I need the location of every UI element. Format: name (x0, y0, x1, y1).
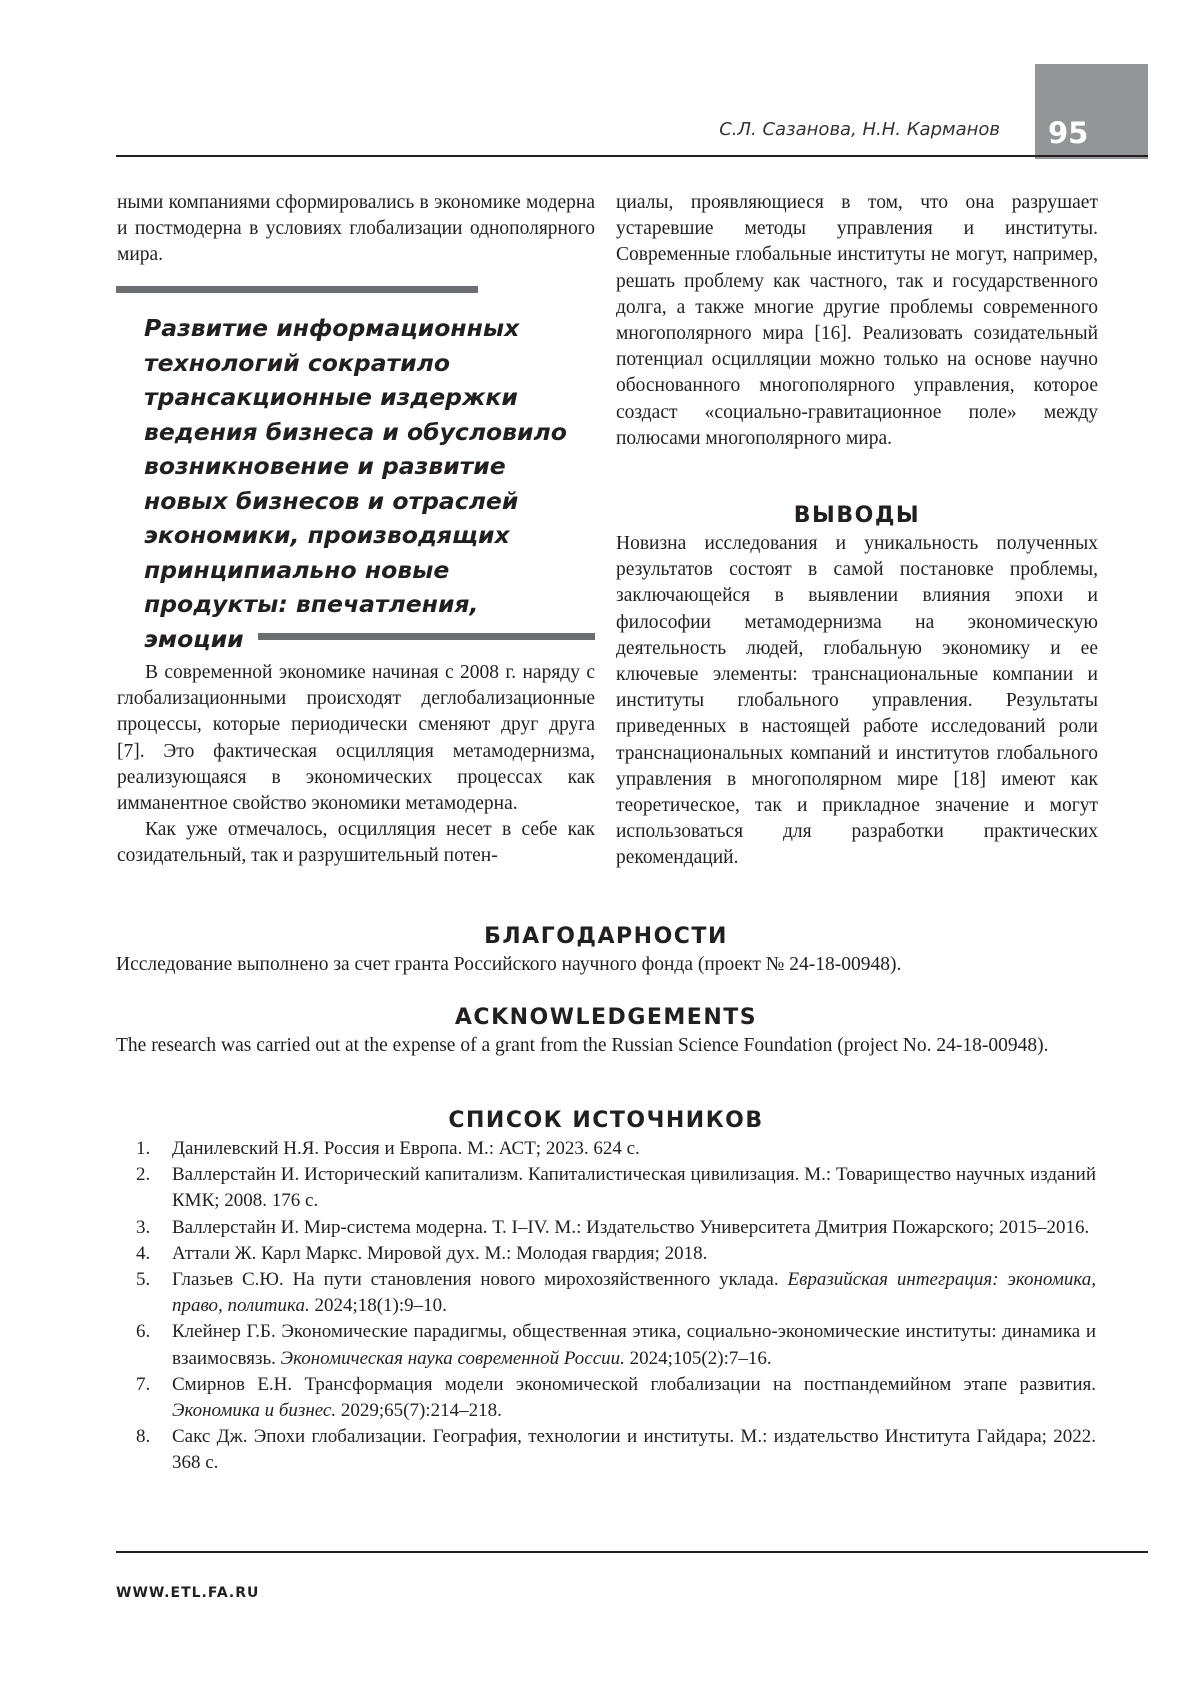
reference-journal: Экономическая наука современной России. (280, 1347, 625, 1369)
reference-tail: 2024;18(1):9–10. (309, 1295, 447, 1317)
reference-text: Сакс Дж. Эпохи глобализации. География, технологии и институты. М.: издательство Института Гайдара; 2022. 368 с. (172, 1426, 1096, 1474)
header-rule (116, 155, 1148, 157)
reference-text: Валлерстайн И. Мир-система модерна. Т. I–IV. М.: Издательство Университета Дмитрия Пожарского; 2015–2016. (172, 1216, 1090, 1238)
left-column-body (117, 660, 595, 870)
right-column-body (616, 190, 1098, 452)
reference-item (116, 1162, 1096, 1214)
reference-tail: 2029;65(7):214–218. (336, 1400, 502, 1422)
paragraph-continued: циалы, проявляющиеся в том, что она разрушает устаревшие методы управления и институты. Современные глобальные институты не могут, например, решать проблему как частного, так и государственного долга, а также многие другие проблемы современного многополярного мира [16]. Реализовать созидательный потенциал осцилляции можно только на основе научно обоснованного многополярного управления, которое создаст «социально-гравитационное поле» между полюсами многополярного мира. (616, 192, 1098, 449)
reference-number: 6. (136, 1321, 151, 1343)
reference-journal: Экономика и бизнес. (172, 1400, 337, 1422)
thanks-text: Исследование выполнено за счет гранта Российского научного фонда (проект № 24-18-00948). (116, 954, 902, 975)
pull-quote-rule-top (116, 286, 478, 293)
reference-text: Клейнер Г.Б. Экономические парадигмы, общественная этика, социально-экономические институты: динамика и взаимосвязь. (172, 1321, 1096, 1369)
conclusions-text: Новизна исследования и уникальность полученных результатов состоят в самой постановке проблемы, заключающейся в выявлении влияния эпохи и философии метамодернизма на экономическую деятельность людей, глобальную экономику и ее ключевые элементы: транснациональные компании и институты глобального управления. Результаты приведенных в настоящей работе исследований роли транснациональных компаний и институтов глобального управления в многополярном мире [18] имеют как теоретическое, так и прикладное значение и могут использоваться для разработки практических рекомендаций. (616, 533, 1098, 869)
references-list (116, 1136, 1096, 1477)
reference-text: Смирнов Е.Н. Трансформация модели экономической глобализации на постпандемийном этапе развития. (172, 1373, 1096, 1395)
reference-text: Валлерстайн И. Исторический капитализм. Капиталистическая цивилизация. М.: Товарищество научных изданий КМК; 2008. 176 с. (172, 1164, 1096, 1212)
pull-quote: Развитие информационных технологий сократило трансакционные издержки ведения бизнеса и обусловило возникновение и развитие новых бизнесов и отраслей экономики, производящих принципиально новые продукты: впечатления, эмоции (144, 314, 567, 653)
reference-item (116, 1424, 1096, 1476)
paragraph-oscillation: В современной экономике начиная с 2008 г. наряду с глобализационными происходят деглобализационные процессы, которые периодически сменяют друг друга [7]. Это фактическая осцилляция метамодернизма, реализующаяся в экономических процессах как имманентное свойство экономики метамодерна. (117, 662, 595, 815)
reference-text: Аттали Ж. Карл Маркс. Мировой дух. М.: Молодая гвардия; 2018. (172, 1242, 708, 1264)
reference-number: 3. (136, 1216, 151, 1238)
reference-number: 7. (136, 1373, 151, 1395)
pull-quote-rule-bottom (258, 633, 595, 640)
reference-number: 4. (136, 1242, 151, 1264)
references-heading: СПИСОК ИСТОЧНИКОВ (448, 1108, 764, 1133)
reference-item (116, 1241, 1096, 1267)
paragraph-intro: ными компаниями сформировались в экономике модерна и постмодерна в условиях глобализации однополярного мира. (117, 192, 595, 266)
reference-number: 1. (136, 1138, 151, 1159)
reference-item (116, 1267, 1096, 1319)
reference-number: 8. (136, 1426, 151, 1448)
reference-item (116, 1215, 1096, 1241)
conclusions-section (616, 531, 1098, 872)
acknowledgements-heading: ACKNOWLEDGEMENTS (454, 1005, 758, 1030)
paragraph-as-noted: Как уже отмечалось, осцилляция несет в себе как созидательный, так и разрушительный потен- (117, 819, 595, 867)
reference-item (116, 1319, 1096, 1371)
reference-number: 2. (136, 1164, 151, 1186)
reference-journal: Евразийская интеграция: экономика, право, политика. (172, 1269, 1096, 1317)
acknowledgements-text: The research was carried out at the expense of a grant from the Russian Science Foundation (project No. 24-18-00948). (116, 1035, 1049, 1056)
footer-rule (116, 1551, 1148, 1553)
reference-tail: 2024;105(2):7–16. (624, 1347, 772, 1369)
thanks-heading: БЛАГОДАРНОСТИ (484, 924, 728, 949)
footer-url[interactable]: WWW.ETL.FA.RU (116, 1585, 260, 1601)
left-column-intro (117, 190, 595, 269)
reference-text: Данилевский Н.Я. Россия и Европа. М.: АСТ; 2023. 624 с. (172, 1138, 640, 1159)
page-number: 95 (1048, 116, 1089, 150)
reference-item (116, 1372, 1096, 1424)
conclusions-heading: ВЫВОДЫ (793, 503, 921, 528)
reference-text: Глазьев С.Ю. На пути становления нового мирохозяйственного уклада. (172, 1269, 788, 1291)
reference-item (116, 1136, 1096, 1162)
running-head-authors: С.Л. Сазанова, Н.Н. Карманов (719, 119, 1000, 140)
reference-number: 5. (136, 1269, 151, 1291)
